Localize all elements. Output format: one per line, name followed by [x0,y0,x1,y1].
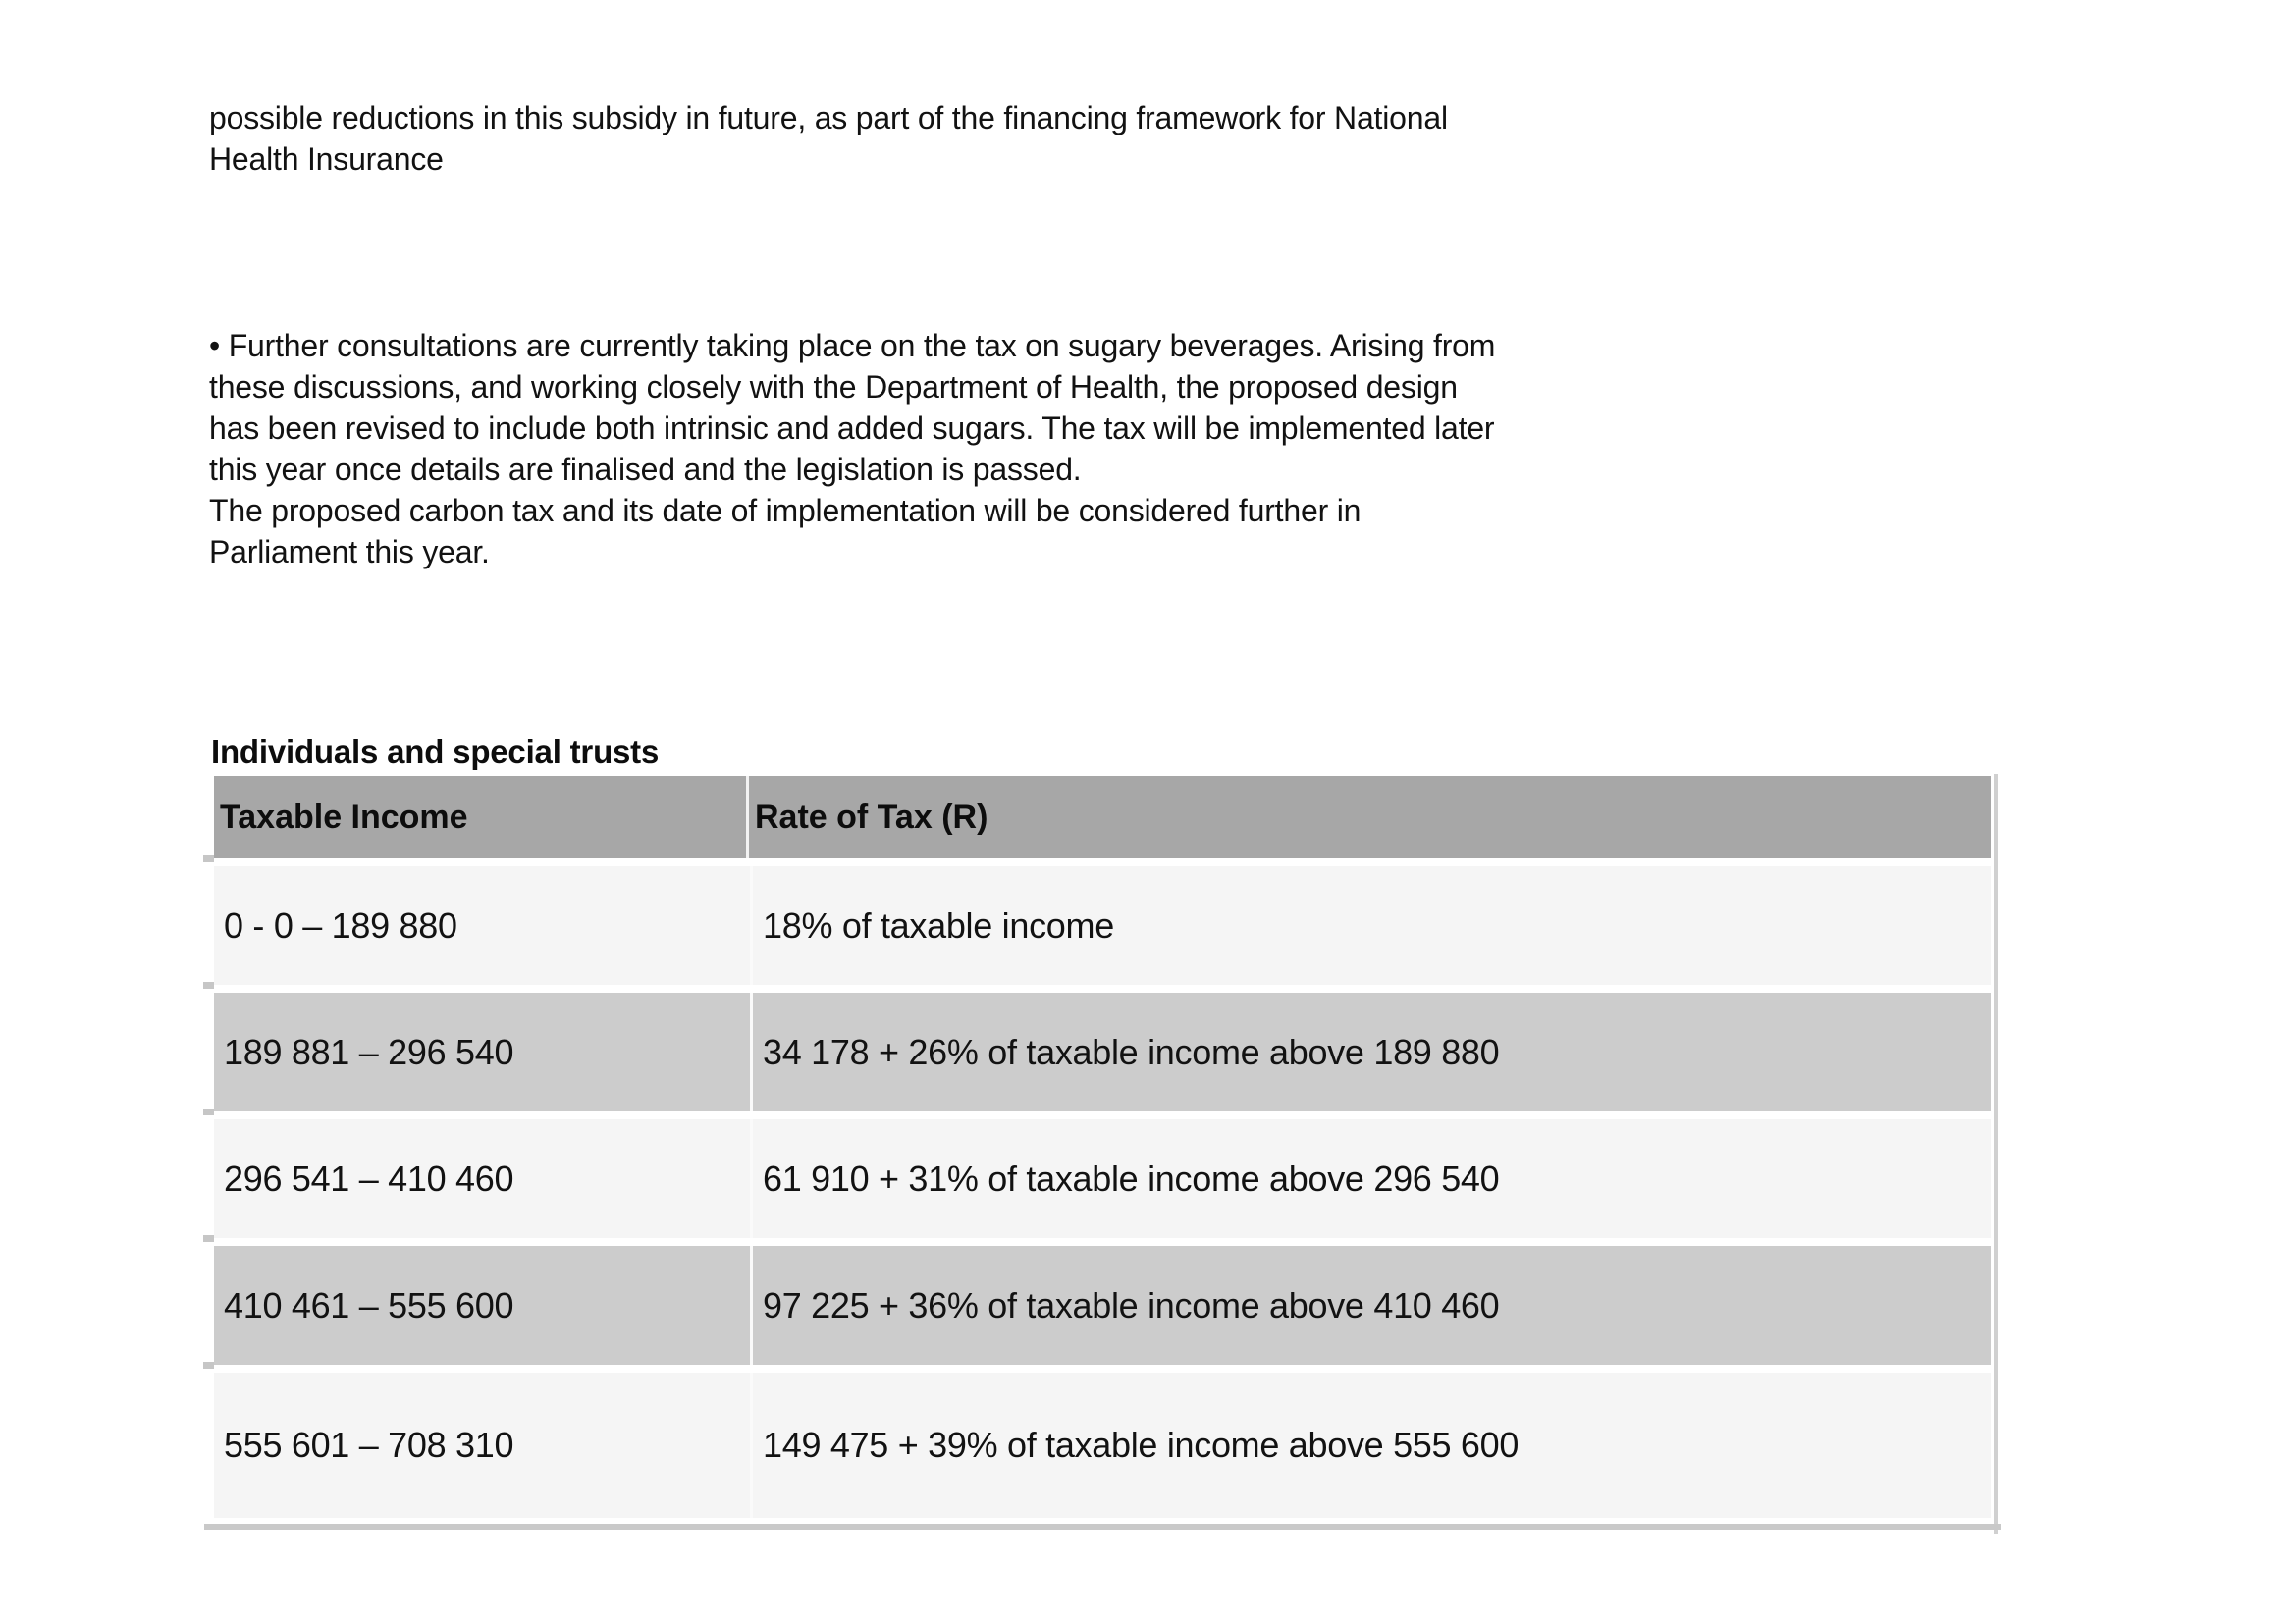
cell-rate-of-tax: 18% of taxable income [763,904,1114,946]
table-shadow-tick [203,855,214,862]
cell-taxable-income: 189 881 – 296 540 [214,993,753,1111]
text-line: has been revised to include both intrinsic and added sugars. The tax will be implemented later [209,410,1495,446]
text-line: • Further consultations are currently taking place on the tax on sugary beverages. Arising from [209,328,1496,363]
table-row [214,1119,1991,1238]
table-header-row [214,776,1991,858]
table-shadow-tick [203,1362,214,1369]
text-line: this year once details are finalised and the legislation is passed. [209,452,1082,487]
table-row [214,1246,1991,1365]
column-header-taxable-income: Taxable Income [214,776,749,858]
table-shadow-tick [203,1235,214,1242]
table-shadow-tick [203,982,214,989]
table-row [214,993,1991,1111]
cell-taxable-income: 410 461 – 555 600 [214,1246,753,1365]
paragraph-carbon-tax [209,490,1361,572]
table-shadow-right-edge [1994,774,1998,1534]
text-line: The proposed carbon tax and its date of implementation will be considered further in [209,493,1362,528]
paragraph-intro [209,97,1448,180]
cell-taxable-income: 296 541 – 410 460 [214,1119,753,1238]
table-row [214,866,1991,985]
cell-taxable-income: 555 601 – 708 310 [214,1373,753,1518]
text-line: possible reductions in this subsidy in future, as part of the financing framework for National [209,100,1448,135]
cell-taxable-income: 0 - 0 – 189 880 [214,866,753,985]
table-row [214,1373,1991,1518]
table-shadow-bottom-edge [204,1524,2001,1530]
cell-rate-of-tax: 34 178 + 26% of taxable income above 189 880 [763,1031,1500,1072]
cell-rate-of-tax: 61 910 + 31% of taxable income above 296 540 [763,1158,1500,1199]
text-line: these discussions, and working closely with the Department of Health, the proposed design [209,369,1458,405]
tax-table [214,776,1991,1518]
cell-rate-of-tax: 149 475 + 39% of taxable income above 555 600 [763,1425,1520,1465]
text-line: Parliament this year. [209,534,490,569]
table-shadow-tick [203,1109,214,1115]
paragraph-sugary-beverage-tax [209,325,1495,490]
cell-rate-of-tax: 97 225 + 36% of taxable income above 410 460 [763,1284,1500,1326]
text-line: Health Insurance [209,141,444,177]
column-header-rate-of-tax: Rate of Tax (R) [755,797,988,836]
table-heading: Individuals and special trusts [211,733,660,770]
